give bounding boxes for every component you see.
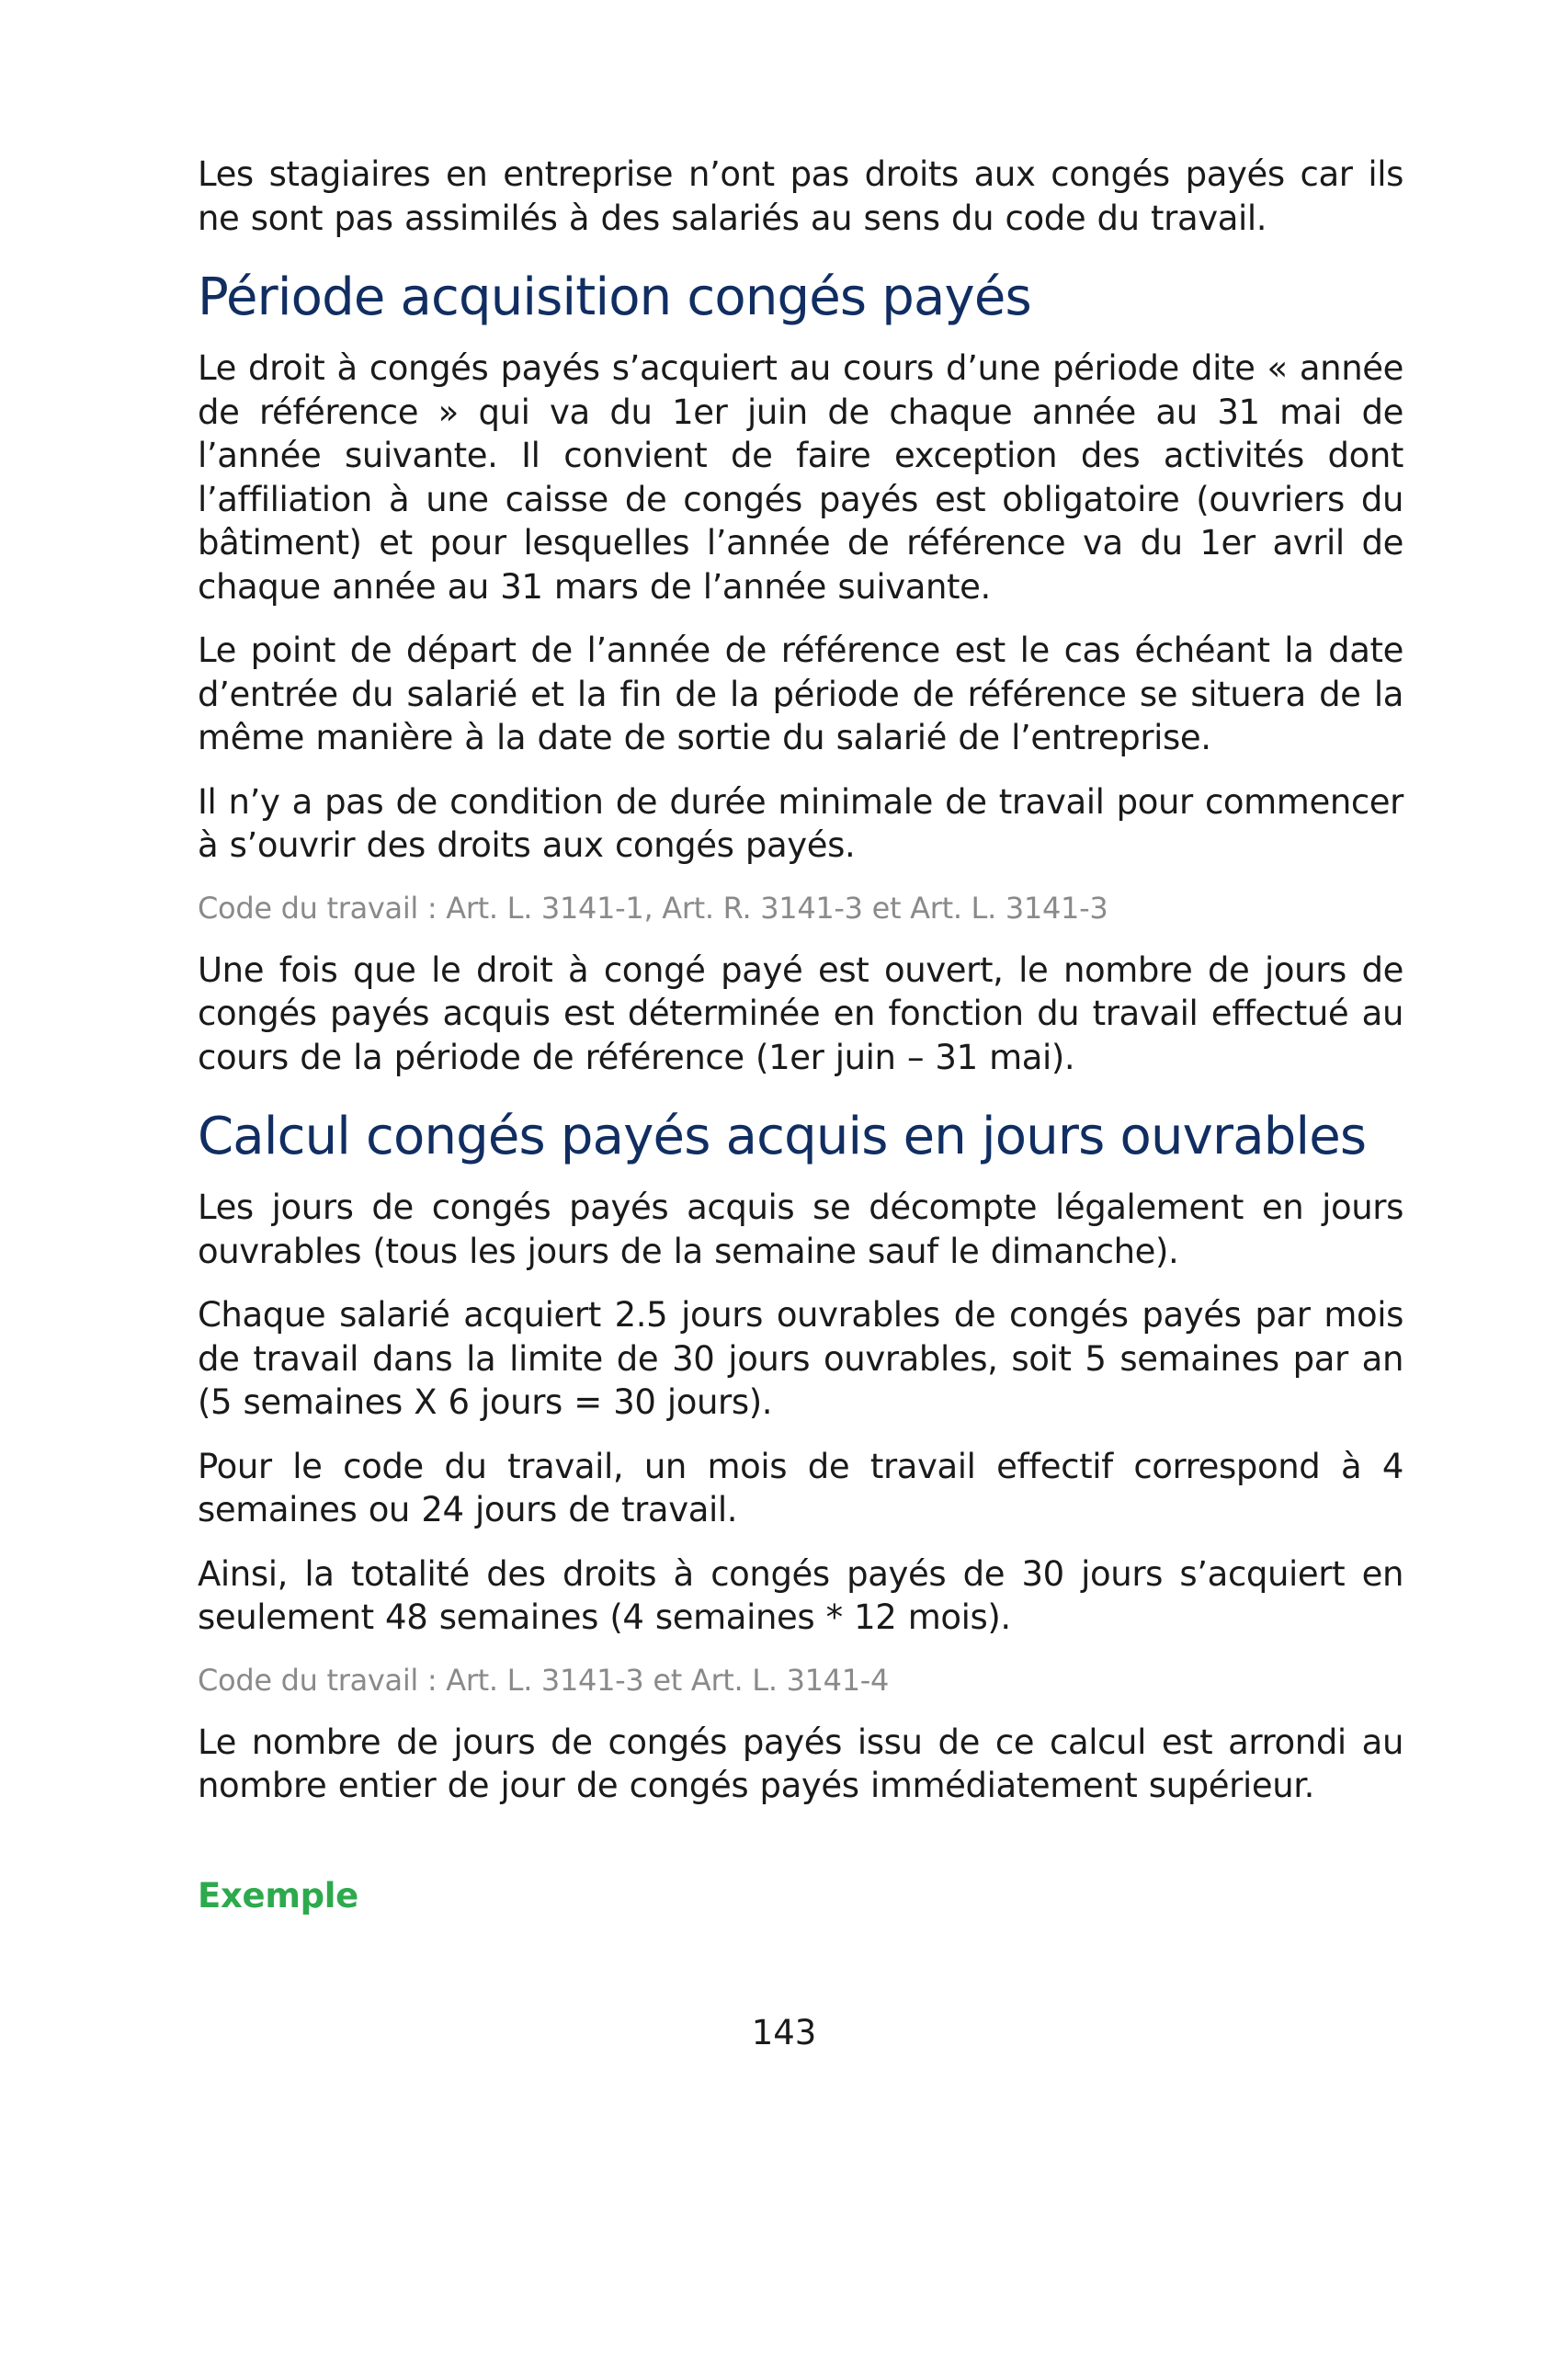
legal-reference: Code du travail : Art. L. 3141-3 et Art. L. 3141-4 [198,1662,890,1698]
section-heading-calculation: Calcul congés payés acquis en jours ouvrables [198,1107,1367,1166]
paragraph-monthly-accrual: Chaque salarié acquiert 2.5 jours ouvrables de congés payés par mois de travail dans la limite de 30 jours ouvrables, soit 5 semaines par an (5 semaines X 6 jours = 30 jours). [198,1295,1403,1422]
paragraph-rounding: Le nombre de jours de congés payés issu de ce calcul est arrondi au nombre entier de jour de congés payés immédiatement supérieur. [198,1722,1403,1805]
page-number: 143 [751,2013,817,2052]
section-heading-acquisition-period: Période acquisition congés payés [198,267,1031,327]
paragraph-reference-year: Le droit à congés payés s’acquiert au cours d’une période dite « année de référence » qui va du 1er juin de chaque année au 31 mai de l’année suivante. Il convient de faire exception des activités dont l’affiliation à une caisse de congés payés est obligatoire (ouvriers du bâtiment) et pour lesquelles l’année de référence va du 1er avril de chaque année au 31 mars de l’année suivante. [198,348,1403,607]
paragraph-total-rights: Ainsi, la totalité des droits à congés payés de 30 jours s’acquiert en seulement 48 semaines (4 semaines * 12 mois). [198,1553,1403,1637]
document-page [198,153,1403,1917]
intro-paragraph: Les stagiaires en entreprise n’ont pas droits aux congés payés car ils ne sont pas assimilés à des salariés au sens du code du travail. [198,154,1403,238]
paragraph-days-acquired: Une fois que le droit à congé payé est ouvert, le nombre de jours de congés payés acquis est déterminée en fonction du travail effectué au cours de la période de référence (1er juin – 31 mai). [198,949,1403,1077]
example-label: Exemple [198,1875,358,1915]
legal-reference: Code du travail : Art. L. 3141-1, Art. R. 3141-3 et Art. L. 3141-3 [198,890,1108,926]
paragraph-working-days: Les jours de congés payés acquis se décompte légalement en jours ouvrables (tous les jours de la semaine sauf le dimanche). [198,1188,1403,1271]
paragraph-no-minimum-duration: Il n’y a pas de condition de durée minimale de travail pour commencer à s’ouvrir des droits aux congés payés. [198,781,1403,865]
paragraph-month-definition: Pour le code du travail, un mois de travail effectif correspond à 4 semaines ou 24 jours de travail. [198,1446,1403,1529]
paragraph-start-point: Le point de départ de l’année de référence est le cas échéant la date d’entrée du salarié et la fin de la période de référence se situera de la même manière à la date de sortie du salarié de l’entreprise. [198,631,1403,757]
